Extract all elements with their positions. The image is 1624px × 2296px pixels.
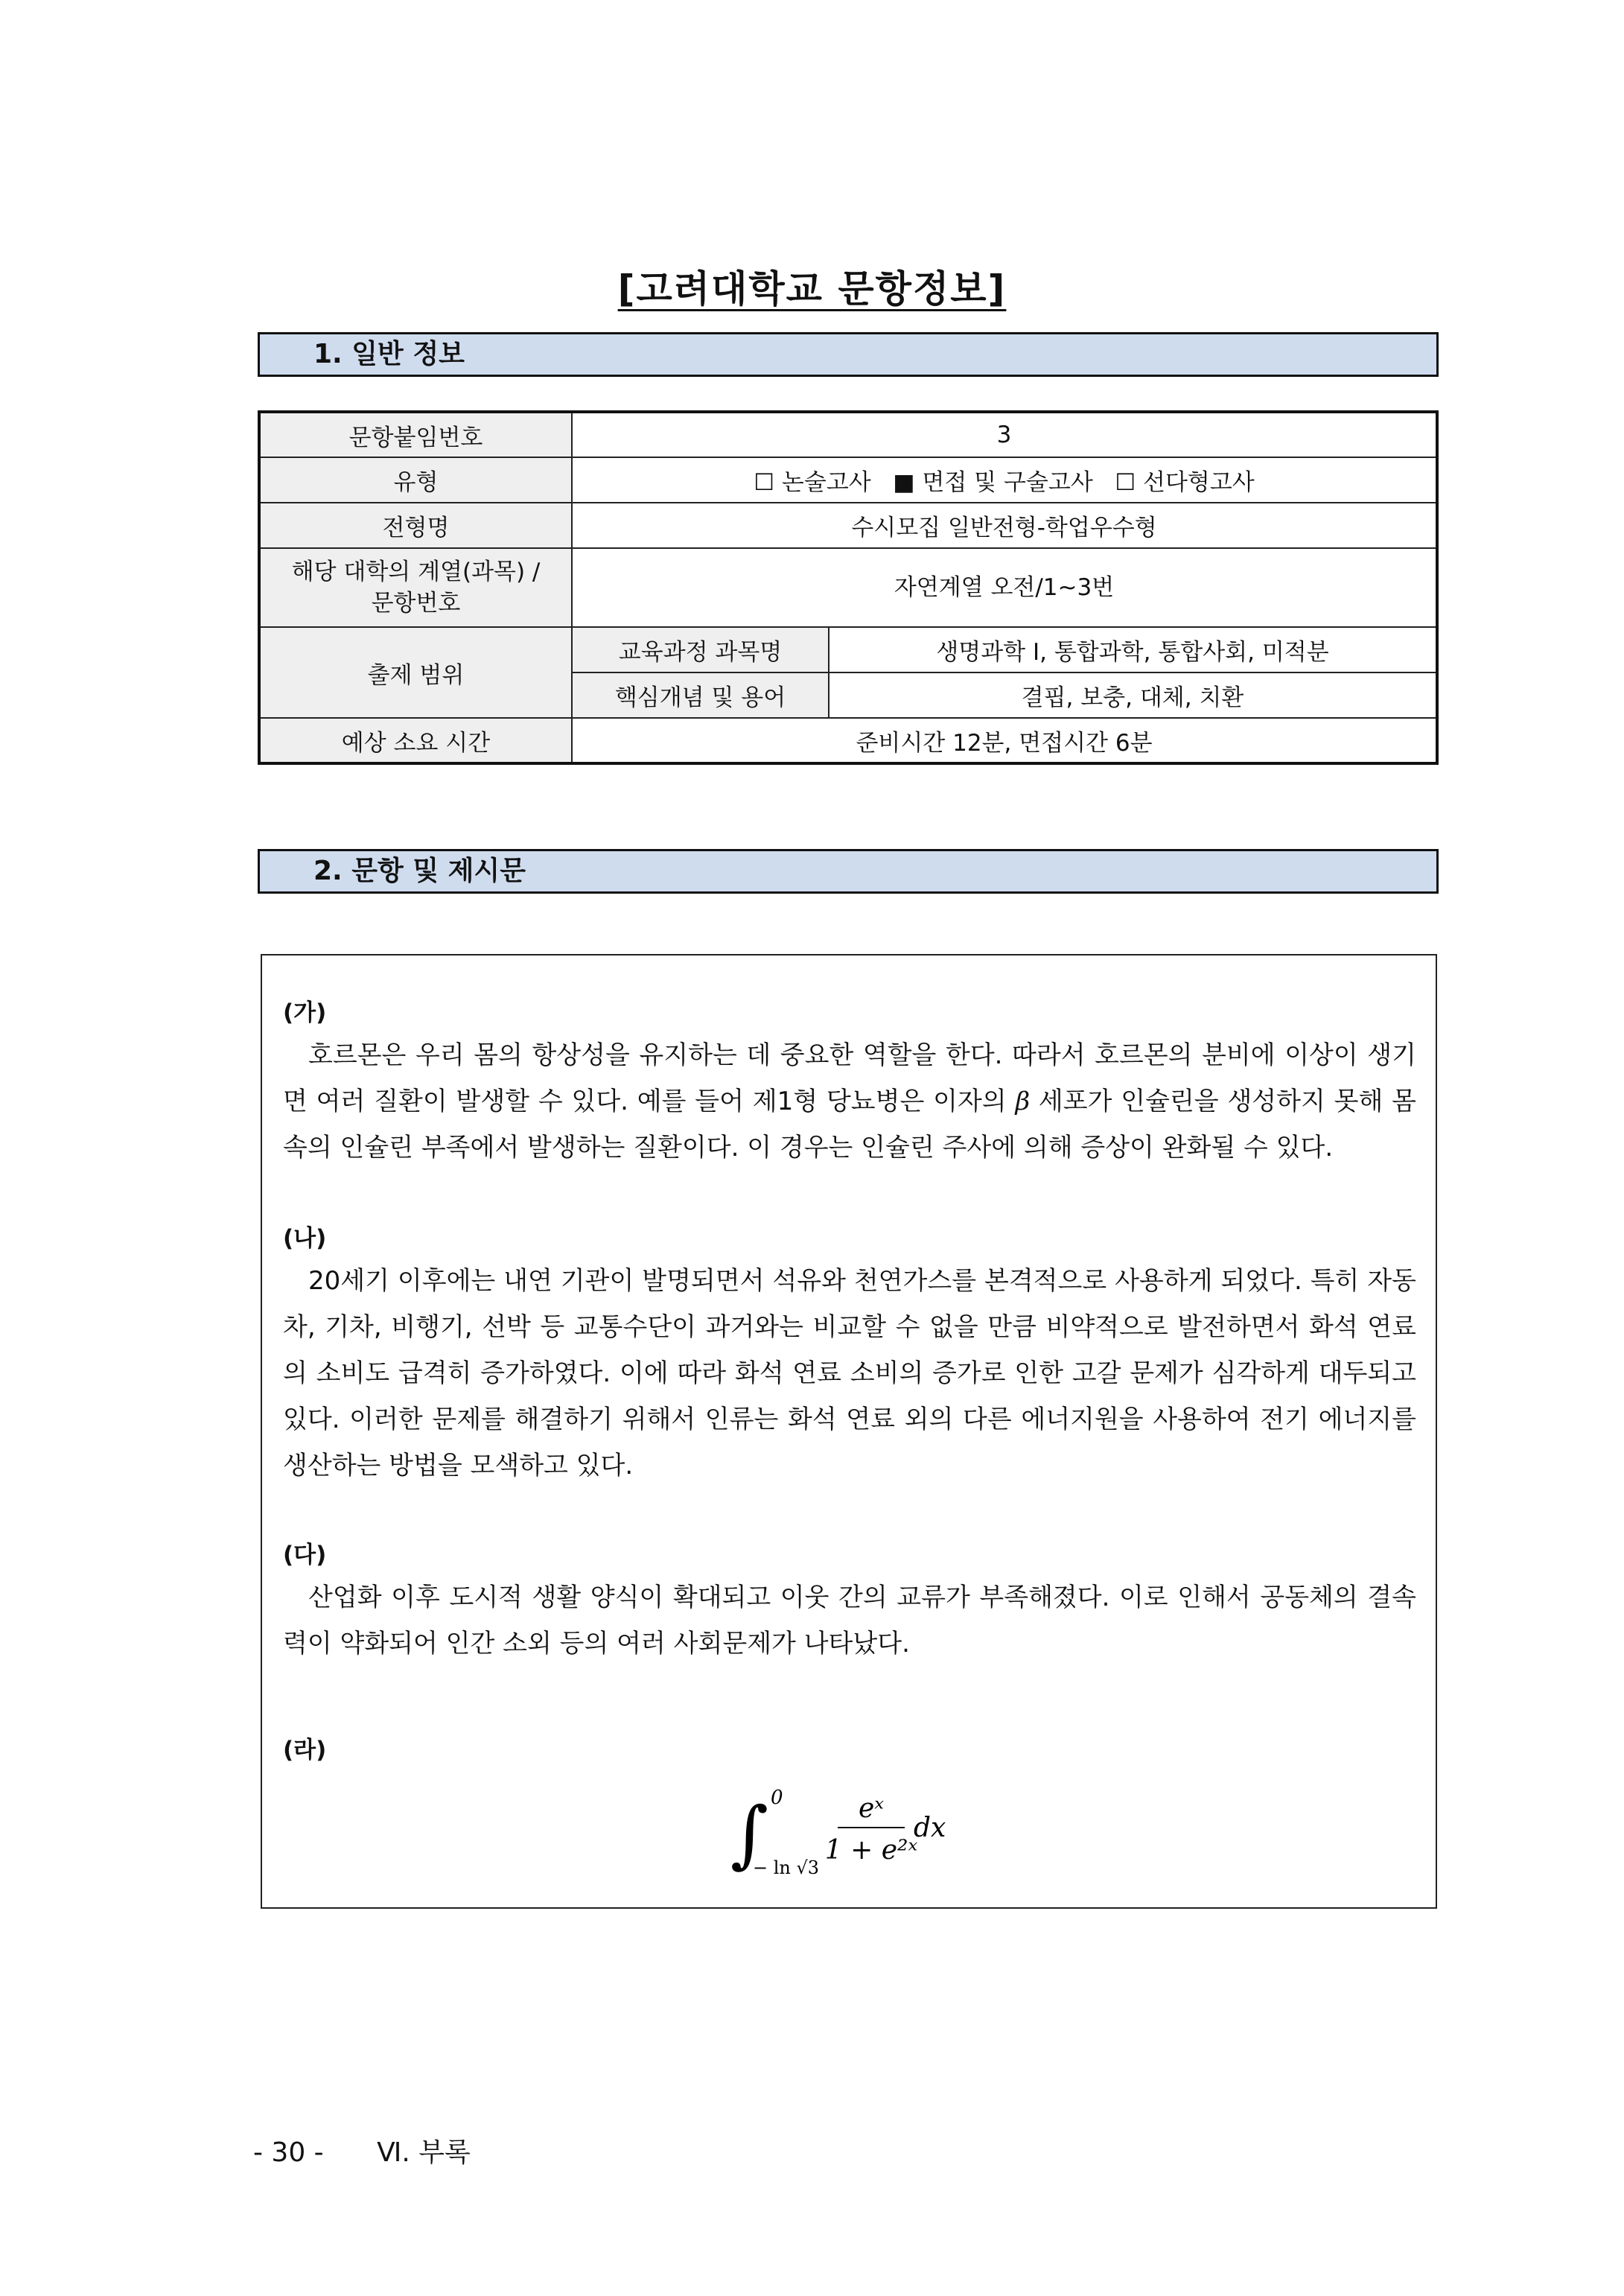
department-label-line1: 해당 대학의 계열(과목) / bbox=[291, 559, 541, 585]
type-option-multiple-choice: 선다형고사 bbox=[1143, 469, 1255, 496]
type-label: 유형 bbox=[259, 457, 572, 503]
admission-value: 수시모집 일반전형-학업우수형 bbox=[572, 503, 1437, 548]
admission-label: 전형명 bbox=[259, 503, 572, 548]
scope-label: 출제 범위 bbox=[259, 627, 572, 718]
passage-a-text-1: 호르몬은 우리 몸의 항상성을 유지하는 데 중요한 역할을 한다. 따라서 호르몬의 분비에 이상이 생기면 여러 질환이 발생할 수 있다. 예를 들어 제1형 당뇨병은 이자의 bbox=[283, 1040, 1416, 1116]
passage-c-text: 산업화 이후 도시적 생활 양식이 확대되고 이웃 간의 교류가 부족해졌다. 이로 인해서 공동체의 결속력이 약화되어 인간 소외 등의 여러 사회문제가 나타났다. bbox=[283, 1583, 1416, 1659]
table-row bbox=[259, 718, 1437, 763]
course-value: 생명과학 I, 통합과학, 통합사회, 미적분 bbox=[829, 627, 1437, 672]
section-header-passages: 2. 문항 및 제시문 bbox=[258, 849, 1439, 894]
integral-sign: ∫ bbox=[730, 1792, 769, 1877]
type-option-essay: 논술고사 bbox=[781, 469, 871, 496]
fraction-denominator: 1 + e²ˣ bbox=[824, 1835, 918, 1866]
footer-section: Ⅵ. 부록 bbox=[377, 2137, 471, 2168]
passage-tag-a: (가) bbox=[283, 999, 327, 1026]
concept-label: 핵심개념 및 용어 bbox=[572, 672, 829, 718]
concept-value: 결핍, 보충, 대체, 치환 bbox=[829, 672, 1437, 718]
item-number-value: 3 bbox=[572, 412, 1437, 457]
table-row bbox=[259, 457, 1437, 503]
time-value: 준비시간 12분, 면접시간 6분 bbox=[572, 718, 1437, 763]
integral-lower-limit: − ln √3 bbox=[753, 1857, 820, 1878]
passage-b bbox=[283, 1258, 1416, 1489]
passage-tag-b: (나) bbox=[283, 1225, 327, 1252]
table-row bbox=[259, 503, 1437, 548]
passage-tag-c: (다) bbox=[283, 1542, 327, 1568]
integral-expression bbox=[726, 1778, 994, 1883]
section-header-general-info: 1. 일반 정보 bbox=[258, 332, 1439, 377]
type-option-interview: 면접 및 구술고사 bbox=[922, 469, 1093, 496]
integral-upper-limit: 0 bbox=[771, 1787, 783, 1809]
passage-b-text: 20세기 이후에는 내연 기관이 발명되면서 석유와 천연가스를 본격적으로 사용하게 되었다. 특히 자동차, 기차, 비행기, 선박 등 교통수단이 과거와는 비교할 수 없을 만큼 비약적으로 발전하면서 화석 연료의 소비도 급격히 증가하였다. 이에 따라 화석 연료 소비의 증가로 인한 고갈 문제가 심각하게 대두되고 있다. 이러한 문제를 해결하기 위해서 인류는 화석 연료 외의 다른 에너지원을 사용하여 전기 에너지를 생산하는 방법을 모색하고 있다. bbox=[283, 1266, 1416, 1481]
department-label bbox=[259, 548, 572, 627]
fraction-numerator: eˣ bbox=[858, 1793, 885, 1824]
checkbox-unchecked-icon: ☐ bbox=[1115, 469, 1136, 496]
info-table bbox=[258, 410, 1439, 765]
department-value: 자연계열 오전/1~3번 bbox=[572, 548, 1437, 627]
passage-a bbox=[283, 1032, 1416, 1171]
checkbox-unchecked-icon: ☐ bbox=[754, 469, 775, 496]
department-label-line2: 문항번호 bbox=[371, 590, 461, 617]
table-row bbox=[259, 627, 1437, 672]
time-label: 예상 소요 시간 bbox=[259, 718, 572, 763]
item-number-label: 문항붙임번호 bbox=[259, 412, 572, 457]
passage-c bbox=[283, 1574, 1416, 1667]
page-footer bbox=[253, 2131, 471, 2169]
differential: dx bbox=[914, 1813, 946, 1843]
passage-a-text-2: 세포가 인슐린을 생성하지 못해 몸속의 인슐린 부족에서 발생하는 질환이다. 이 경우는 인슐린 주사에 의해 증상이 완화될 수 있다. bbox=[283, 1087, 1416, 1163]
page-title: [고려대학교 문항정보] bbox=[617, 267, 1007, 311]
table-row bbox=[259, 412, 1437, 457]
checkbox-checked-icon: ■ bbox=[893, 469, 915, 496]
table-row bbox=[259, 548, 1437, 627]
type-options bbox=[572, 457, 1437, 503]
course-label: 교육과정 과목명 bbox=[572, 627, 829, 672]
page-number: - 30 - bbox=[253, 2137, 324, 2168]
passage-tag-d: (라) bbox=[283, 1737, 327, 1764]
beta-symbol: β bbox=[1015, 1087, 1031, 1116]
